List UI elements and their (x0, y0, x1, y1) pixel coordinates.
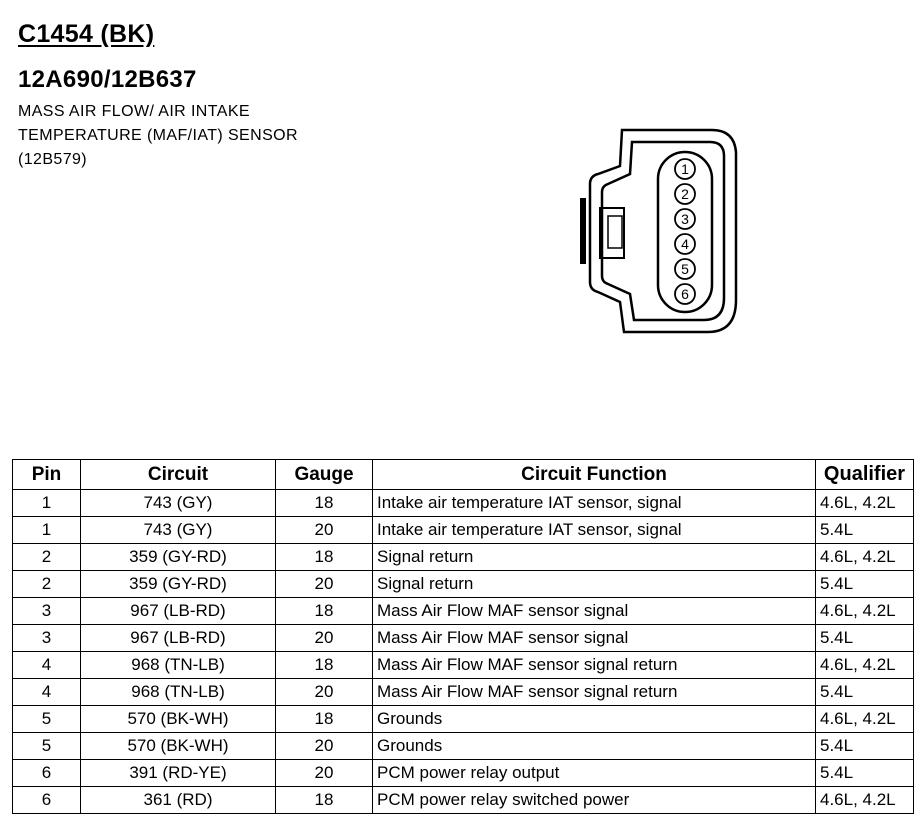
table-row (13, 733, 914, 760)
cell-function: Intake air temperature IAT sensor, signal (373, 517, 816, 544)
part-number: 12A690/12B637 (18, 66, 197, 93)
cell-function: Mass Air Flow MAF sensor signal (373, 598, 816, 625)
cell-function: PCM power relay switched power (373, 787, 816, 814)
cell-circuit: 359 (GY-RD) (81, 571, 276, 598)
cell-gauge: 20 (276, 571, 373, 598)
cell-gauge: 18 (276, 652, 373, 679)
cell-gauge: 18 (276, 706, 373, 733)
column-header-circuit: Circuit (81, 460, 276, 490)
table-row (13, 598, 914, 625)
pin-number-label: 4 (681, 236, 689, 252)
cell-function: Grounds (373, 733, 816, 760)
column-header-pin: Pin (13, 460, 81, 490)
table-row (13, 760, 914, 787)
cell-pin: 3 (13, 598, 81, 625)
cell-qualifier: 4.6L, 4.2L (816, 652, 914, 679)
pin-number-label: 1 (681, 161, 689, 177)
table-row (13, 679, 914, 706)
pin-number-label: 2 (681, 186, 689, 202)
cell-function: PCM power relay output (373, 760, 816, 787)
description-line: MASS AIR FLOW/ AIR INTAKE (18, 103, 250, 120)
locking-tab-inner (608, 216, 622, 248)
cell-pin: 5 (13, 706, 81, 733)
cell-pin: 4 (13, 652, 81, 679)
pin-number-label: 3 (681, 211, 689, 227)
cell-pin: 2 (13, 571, 81, 598)
cell-function: Signal return (373, 544, 816, 571)
cell-gauge: 20 (276, 625, 373, 652)
cell-pin: 3 (13, 625, 81, 652)
table-row (13, 706, 914, 733)
cell-circuit: 570 (BK-WH) (81, 733, 276, 760)
cell-qualifier: 5.4L (816, 517, 914, 544)
cell-qualifier: 5.4L (816, 679, 914, 706)
cell-function: Mass Air Flow MAF sensor signal return (373, 652, 816, 679)
description-line: (12B579) (18, 151, 88, 168)
cell-pin: 1 (13, 490, 81, 517)
cell-circuit: 967 (LB-RD) (81, 625, 276, 652)
cell-qualifier: 5.4L (816, 733, 914, 760)
cell-function: Mass Air Flow MAF sensor signal return (373, 679, 816, 706)
table-row (13, 787, 914, 814)
cell-circuit: 967 (LB-RD) (81, 598, 276, 625)
column-header-qualifier: Qualifier (816, 460, 914, 490)
cell-function: Intake air temperature IAT sensor, signal (373, 490, 816, 517)
cell-qualifier: 4.6L, 4.2L (816, 598, 914, 625)
table-row (13, 517, 914, 544)
cell-gauge: 18 (276, 787, 373, 814)
pin-number-label: 5 (681, 261, 689, 277)
description-line: TEMPERATURE (MAF/IAT) SENSOR (18, 127, 298, 144)
connector-inner-wall (602, 142, 724, 320)
cell-function: Mass Air Flow MAF sensor signal (373, 625, 816, 652)
cell-qualifier: 5.4L (816, 760, 914, 787)
cell-gauge: 18 (276, 490, 373, 517)
cell-gauge: 18 (276, 544, 373, 571)
cell-function: Signal return (373, 571, 816, 598)
pin-number-label: 6 (681, 286, 689, 302)
table-row (13, 571, 914, 598)
cell-circuit: 743 (GY) (81, 490, 276, 517)
latch-bar (580, 198, 586, 264)
connector-description (18, 100, 298, 172)
cell-qualifier: 4.6L, 4.2L (816, 490, 914, 517)
connector-id-title: C1454 (BK) (18, 20, 155, 48)
cell-circuit: 391 (RD-YE) (81, 760, 276, 787)
cell-function: Grounds (373, 706, 816, 733)
cell-pin: 6 (13, 787, 81, 814)
cell-pin: 5 (13, 733, 81, 760)
cell-qualifier: 4.6L, 4.2L (816, 706, 914, 733)
cell-pin: 4 (13, 679, 81, 706)
cell-circuit: 968 (TN-LB) (81, 679, 276, 706)
cell-gauge: 20 (276, 733, 373, 760)
column-header-circuit-function: Circuit Function (373, 460, 816, 490)
cell-gauge: 20 (276, 517, 373, 544)
cell-circuit: 570 (BK-WH) (81, 706, 276, 733)
cell-gauge: 18 (276, 598, 373, 625)
cell-gauge: 20 (276, 760, 373, 787)
table-header-row (13, 460, 914, 490)
table-row (13, 544, 914, 571)
cell-circuit: 743 (GY) (81, 517, 276, 544)
connector-face-diagram (572, 122, 752, 342)
cell-qualifier: 5.4L (816, 571, 914, 598)
column-header-gauge: Gauge (276, 460, 373, 490)
cell-circuit: 359 (GY-RD) (81, 544, 276, 571)
cell-pin: 6 (13, 760, 81, 787)
cell-pin: 1 (13, 517, 81, 544)
cell-circuit: 361 (RD) (81, 787, 276, 814)
table-row (13, 652, 914, 679)
table-row (13, 625, 914, 652)
cell-gauge: 20 (276, 679, 373, 706)
pinout-table (12, 459, 914, 814)
cell-pin: 2 (13, 544, 81, 571)
cell-qualifier: 4.6L, 4.2L (816, 544, 914, 571)
cell-circuit: 968 (TN-LB) (81, 652, 276, 679)
cell-qualifier: 5.4L (816, 625, 914, 652)
table-row (13, 490, 914, 517)
cell-qualifier: 4.6L, 4.2L (816, 787, 914, 814)
